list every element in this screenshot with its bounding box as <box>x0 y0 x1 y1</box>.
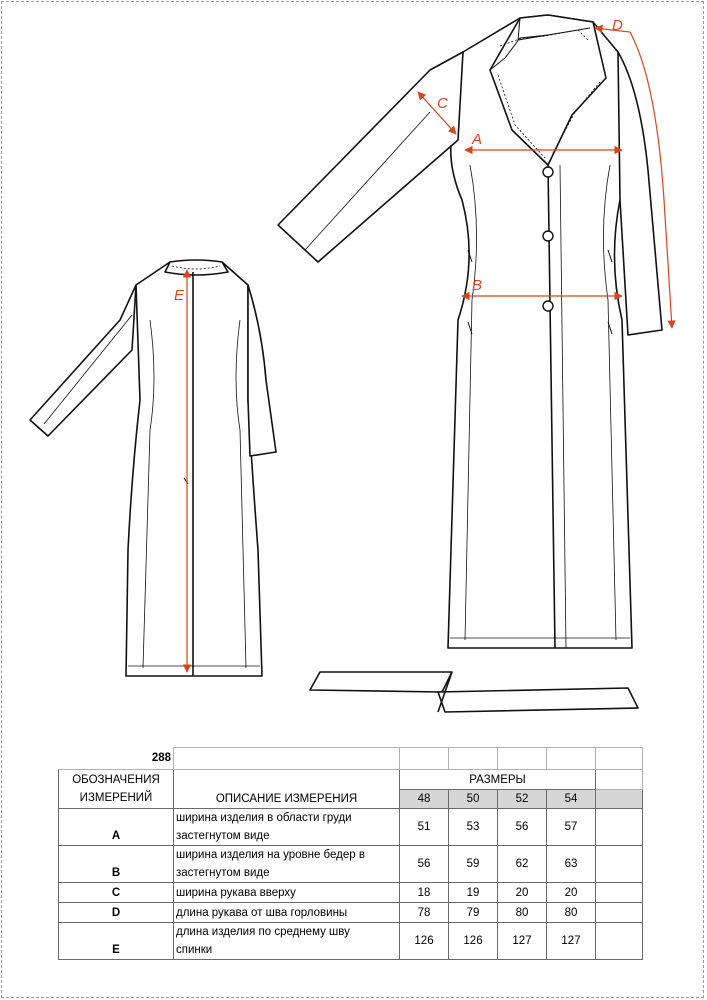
coat-back-outline <box>126 262 262 676</box>
measure-code: B <box>59 846 174 883</box>
measure-value: 78 <box>400 903 449 923</box>
measurements-table <box>58 747 643 960</box>
measure-value: 56 <box>498 809 547 846</box>
size-54: 54 <box>547 790 596 809</box>
measure-description: ширина изделия на уровне бедер в застегнутом виде <box>174 846 400 883</box>
measure-value: 18 <box>400 883 449 903</box>
measure-value: 62 <box>498 846 547 883</box>
model-number-cell <box>59 748 174 770</box>
measure-value: 20 <box>547 883 596 903</box>
measure-description: длина изделия по среднему шву спинки <box>174 923 400 960</box>
coat-belt <box>310 672 638 712</box>
table-row <box>59 809 643 846</box>
size-50: 50 <box>449 790 498 809</box>
coat-back-view <box>30 260 276 676</box>
label-d: D <box>612 17 623 34</box>
table-title-row <box>59 748 643 770</box>
measure-code: A <box>59 809 174 846</box>
measure-value: 80 <box>547 903 596 923</box>
measure-value: 19 <box>449 883 498 903</box>
measure-value: 127 <box>547 923 596 960</box>
measure-value: 51 <box>400 809 449 846</box>
description-header: ОПИСАНИЕ ИЗМЕРЕНИЯ <box>174 770 400 809</box>
table-row <box>59 903 643 923</box>
coat-front-right-sleeve <box>618 52 662 335</box>
button <box>543 231 553 241</box>
label-c: C <box>437 95 448 112</box>
table-header-row <box>59 770 643 790</box>
coat-back-right-sleeve <box>248 285 276 456</box>
measure-description: ширина рукава вверху <box>174 883 400 903</box>
measure-value: 126 <box>400 923 449 960</box>
size-48: 48 <box>400 790 449 809</box>
sizes-header: РАЗМЕРЫ <box>400 770 596 790</box>
coat-front-view <box>278 15 662 648</box>
measure-value: 20 <box>498 883 547 903</box>
button <box>543 167 553 177</box>
table-row <box>59 923 643 960</box>
measure-description: ширина изделия в области груди застегнутом виде <box>174 809 400 846</box>
codes-header: ОБОЗНАЧЕНИЯ ИЗМЕРЕНИЙ <box>59 770 174 809</box>
coat-front-left-sleeve <box>278 52 463 262</box>
measure-code: E <box>59 923 174 960</box>
measure-value: 53 <box>449 809 498 846</box>
measure-code: D <box>59 903 174 923</box>
measure-value: 80 <box>498 903 547 923</box>
measure-value: 56 <box>400 846 449 883</box>
measure-value: 79 <box>449 903 498 923</box>
table-row <box>59 846 643 883</box>
label-e: E <box>174 287 185 304</box>
coat-back-left-sleeve <box>30 285 136 436</box>
label-b: B <box>472 277 483 294</box>
label-a: A <box>472 131 483 148</box>
table-row <box>59 883 643 903</box>
size-52: 52 <box>498 790 547 809</box>
measure-description: длина рукава от шва горловины <box>174 903 400 923</box>
button <box>543 301 553 311</box>
measure-value: 63 <box>547 846 596 883</box>
measure-value: 126 <box>449 923 498 960</box>
measure-value: 57 <box>547 809 596 846</box>
measure-value: 127 <box>498 923 547 960</box>
measure-value: 59 <box>449 846 498 883</box>
measure-code: C <box>59 883 174 903</box>
model-number: 288 <box>151 752 171 765</box>
coat-back-collar <box>165 260 228 275</box>
